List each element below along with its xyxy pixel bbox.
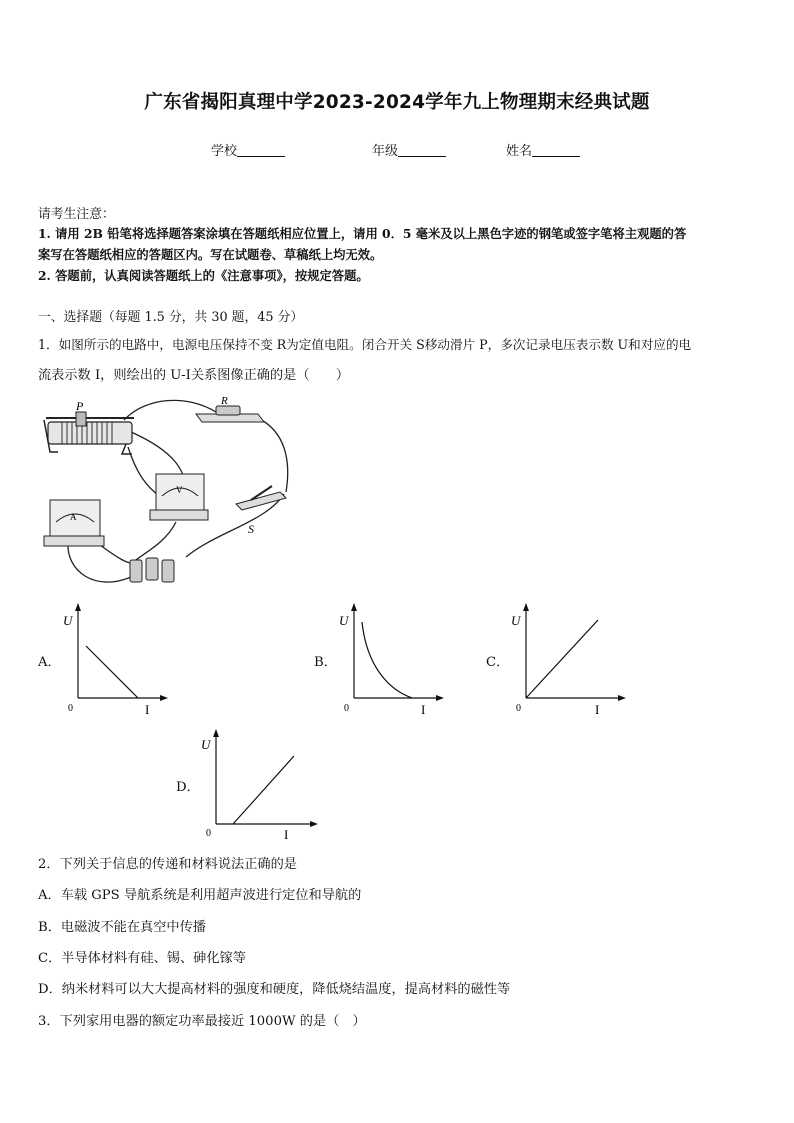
q2-stem: 2．下列关于信息的传递和材料说法正确的是 <box>38 857 297 872</box>
q2-option-d: D．纳米材料可以大大提高材料的强度和硬度，降低烧结温度，提高材料的磁性等 <box>38 982 511 997</box>
ammeter <box>44 500 104 546</box>
graph-b <box>336 600 446 720</box>
graph-b-i: I <box>421 702 426 717</box>
graph-a-origin: 0 <box>68 703 73 714</box>
option-d-label: D． <box>176 780 200 795</box>
graph-c-line <box>526 620 598 698</box>
graph-d-line <box>233 756 294 824</box>
option-c-label: C． <box>486 655 510 670</box>
school-field <box>211 140 285 159</box>
graph-d-i: I <box>284 827 289 842</box>
graph-d-u: U <box>201 737 211 752</box>
switch-s <box>236 486 286 510</box>
graph-a-line <box>86 646 138 698</box>
grade-blank <box>398 144 446 157</box>
label-p: P <box>76 399 84 413</box>
label-a: A <box>70 512 77 522</box>
name-field <box>506 140 580 159</box>
q1-stem-line1: 1．如图所示的电路中，电源电压保持不变 R为定值电阻。闭合开关 S移动滑片 P，多次记录电压表示数 U和对应的电 <box>38 337 692 352</box>
name-blank <box>532 144 580 157</box>
graph-d <box>198 724 322 844</box>
grade-label: 年级 <box>372 144 399 159</box>
graph-b-origin: 0 <box>344 703 349 714</box>
battery <box>130 558 174 582</box>
graph-c-origin: 0 <box>516 703 521 714</box>
notice-heading: 请考生注意： <box>38 207 115 222</box>
notice-item-1: 1. 请用 2B 铅笔将选择题答案涂填在答题纸相应位置上，请用 0．5 毫米及以上黑色字迹的钢笔或签字笔将主观题的答 <box>38 226 687 241</box>
name-label: 姓名 <box>506 144 533 159</box>
graph-a <box>60 600 170 720</box>
label-v: V <box>176 485 183 495</box>
graph-d-origin: 0 <box>206 828 211 839</box>
graph-c-i: I <box>595 702 600 717</box>
section-heading: 一、选择题（每题 1.5 分，共 30 题，45 分） <box>38 310 304 325</box>
q1-stem-line2: 流表示数 I，则绘出的 U-I关系图像正确的是（ ） <box>38 368 350 383</box>
school-label: 学校 <box>211 144 238 159</box>
page-title: 广东省揭阳真理中学2023-2024学年九上物理期末经典试题 <box>144 92 650 113</box>
notice-item-2: 2. 答题前，认真阅读答题纸上的《注意事项》，按规定答题。 <box>38 268 369 283</box>
circuit-figure <box>36 392 298 592</box>
notice-item-1-cont: 案写在答题纸相应的答题区内。写在试题卷、草稿纸上均无效。 <box>38 247 383 262</box>
q2-option-b: B．电磁波不能在真空中传播 <box>38 920 206 935</box>
q3-stem: 3．下列家用电器的额定功率最接近 1000W 的是（ ） <box>38 1014 366 1029</box>
graph-a-i: I <box>145 702 150 717</box>
label-r: R <box>221 395 228 407</box>
option-a-label: A． <box>38 655 61 670</box>
label-s: S <box>248 522 254 536</box>
q2-option-a: A．车载 GPS 导航系统是利用超声波进行定位和导航的 <box>38 888 362 903</box>
graph-b-curve <box>362 622 412 698</box>
graph-c-u: U <box>511 613 521 628</box>
school-blank <box>237 144 285 157</box>
q2-option-c: C．半导体材料有硅、锡、砷化镓等 <box>38 951 246 966</box>
option-b-label: B． <box>314 655 337 670</box>
voltmeter <box>150 474 208 520</box>
rheostat <box>44 412 134 454</box>
resistor-r <box>196 406 264 422</box>
graph-c <box>508 600 632 720</box>
grade-field <box>372 140 446 159</box>
graph-a-u: U <box>63 613 73 628</box>
graph-b-u: U <box>339 613 349 628</box>
